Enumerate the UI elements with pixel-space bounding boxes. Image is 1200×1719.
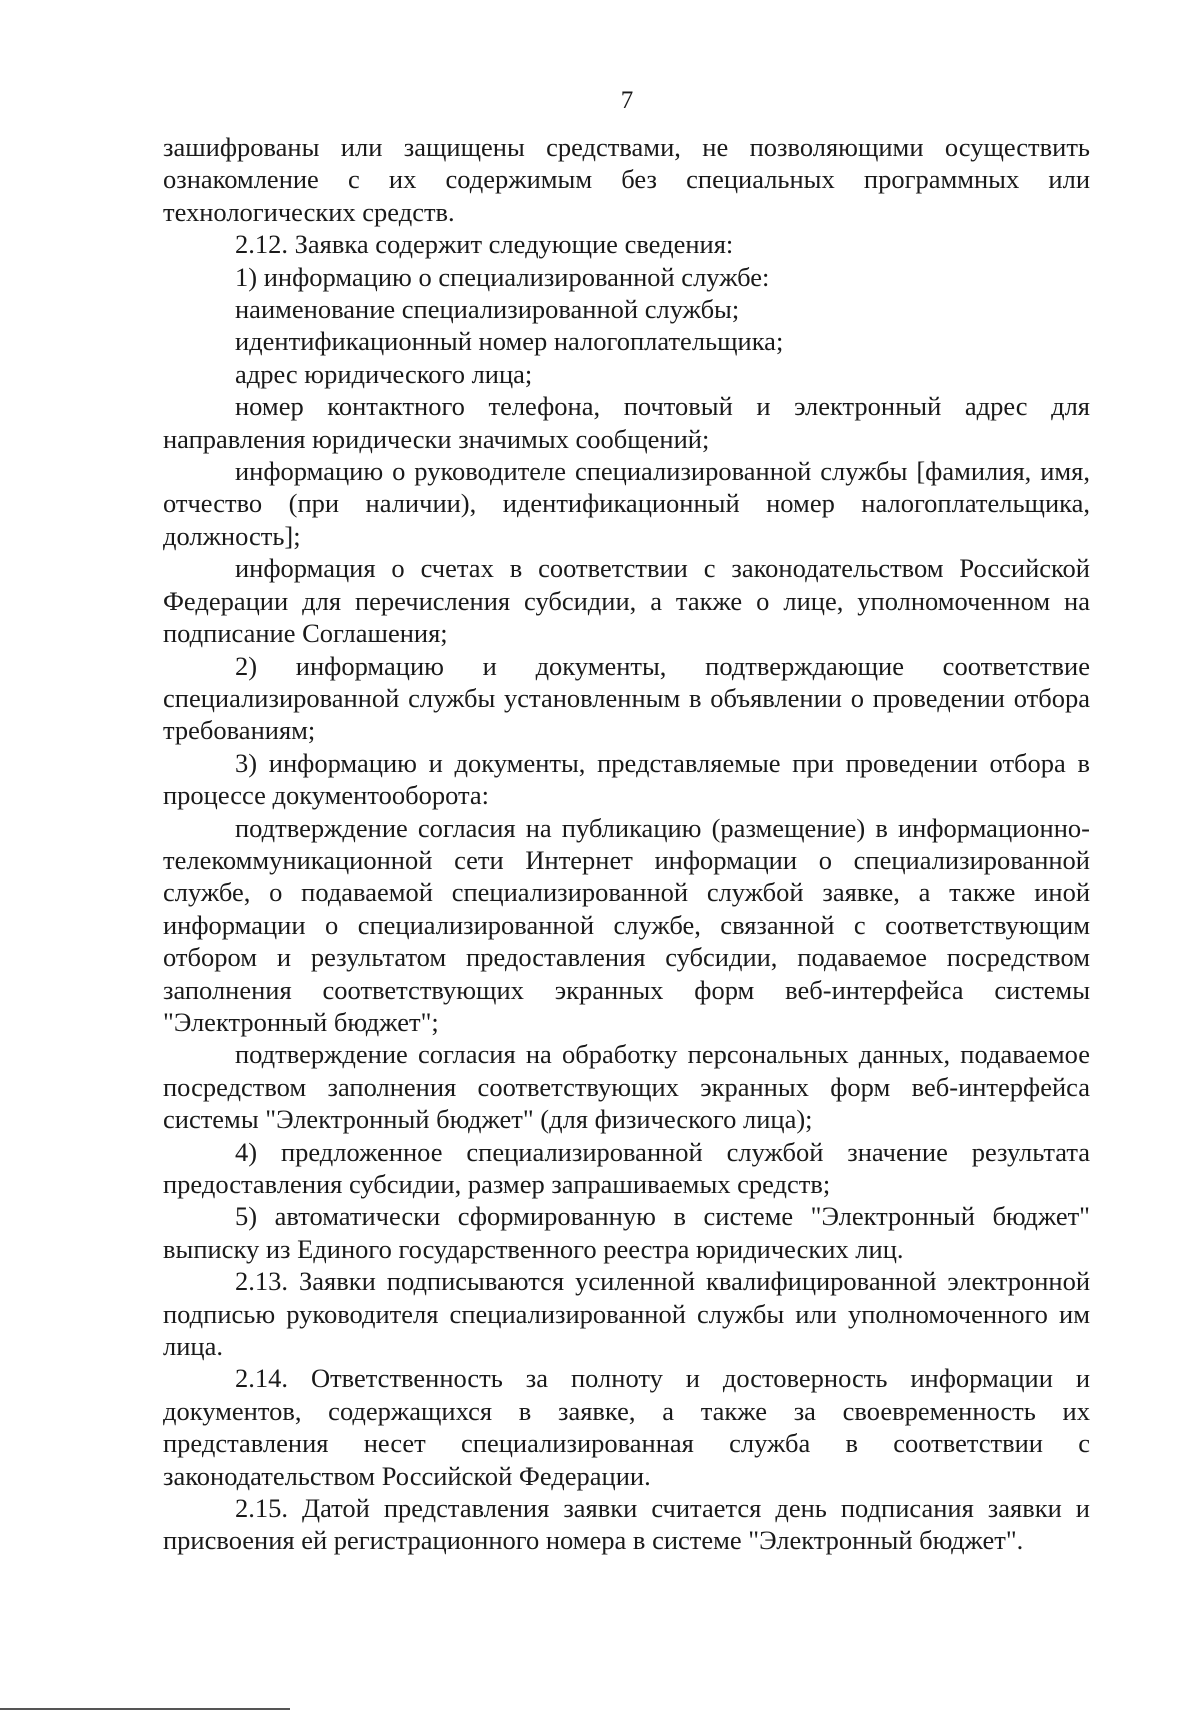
paragraph-2-13: 2.13. Заявки подписываются усиленной квалифицированной электронной подписью руководителя специализированной службы или уполномоченного им лица. xyxy=(163,1266,1090,1362)
list-item-1: 1) информацию о специализированной службе: xyxy=(235,261,770,292)
list-subitem-accounts: информация о счетах в соответствии с законодательством Российской Федерации для перечисления субсидии, а также о лице, уполномоченном на подписание Соглашения; xyxy=(163,553,1090,649)
scan-edge-line xyxy=(0,1708,290,1710)
paragraph-2-15: 2.15. Датой представления заявки считается день подписания заявки и присвоения ей регистрационного номера в системе "Электронный бюджет". xyxy=(163,1493,1090,1556)
list-subitem-publication-consent: подтверждение согласия на публикацию (размещение) в информационно-телекоммуникационной сети Интернет информации о специализированной службе, о подаваемой специализированной службой заявке, а также иной информации о специализированной службе, связанной с соответствующим отбором и результатом предоставления субсидии, подаваемое посредством заполнения соответствующих экранных форм веб-интерфейса системы "Электронный бюджет"; xyxy=(163,812,1090,1037)
list-subitem-contacts: номер контактного телефона, почтовый и электронный адрес для направления юридически значимых сообщений; xyxy=(163,391,1090,454)
paragraph-2-12: 2.12. Заявка содержит следующие сведения: xyxy=(235,229,734,260)
list-item-3: 3) информацию и документы, представляемые при проведении отбора в процессе документооборота: xyxy=(163,747,1090,811)
list-subitem-personal-data-consent: подтверждение согласия на обработку персональных данных, подаваемое посредством заполнения соответствующих экранных форм веб-интерфейса системы "Электронный бюджет" (для физического лица); xyxy=(163,1039,1090,1135)
list-subitem-head-info: информацию о руководителе специализированной службы [фамилия, имя, отчество (при наличии), идентификационный номер налогоплательщика, должность]; xyxy=(163,456,1090,551)
list-subitem-address: адрес юридического лица; xyxy=(235,358,533,389)
list-subitem-inn: идентификационный номер налогоплательщика; xyxy=(235,326,784,357)
document-body xyxy=(163,131,1090,1557)
page-number: 7 xyxy=(620,87,634,114)
list-item-4: 4) предложенное специализированной службой значение результата предоставления субсидии, размер запрашиваемых средств; xyxy=(163,1136,1090,1199)
list-item-5: 5) автоматически сформированную в системе "Электронный бюджет" выписку из Единого государственного реестра юридических лиц. xyxy=(163,1201,1090,1264)
list-item-2: 2) информацию и документы, подтверждающие соответствие специализированной службы установленным в объявлении о проведении отбора требованиям; xyxy=(163,650,1090,746)
paragraph-2-14: 2.14. Ответственность за полноту и достоверность информации и документов, содержащихся в заявке, а также за своевременность их представления несет специализированная служба в соответствии с законодательством Российской Федерации. xyxy=(163,1363,1090,1491)
list-subitem-name: наименование специализированной службы; xyxy=(235,294,740,325)
paragraph-continuation: зашифрованы или защищены средствами, не позволяющими осуществить ознакомление с их содержимым без специальных программных или технологических средств. xyxy=(163,132,1090,227)
